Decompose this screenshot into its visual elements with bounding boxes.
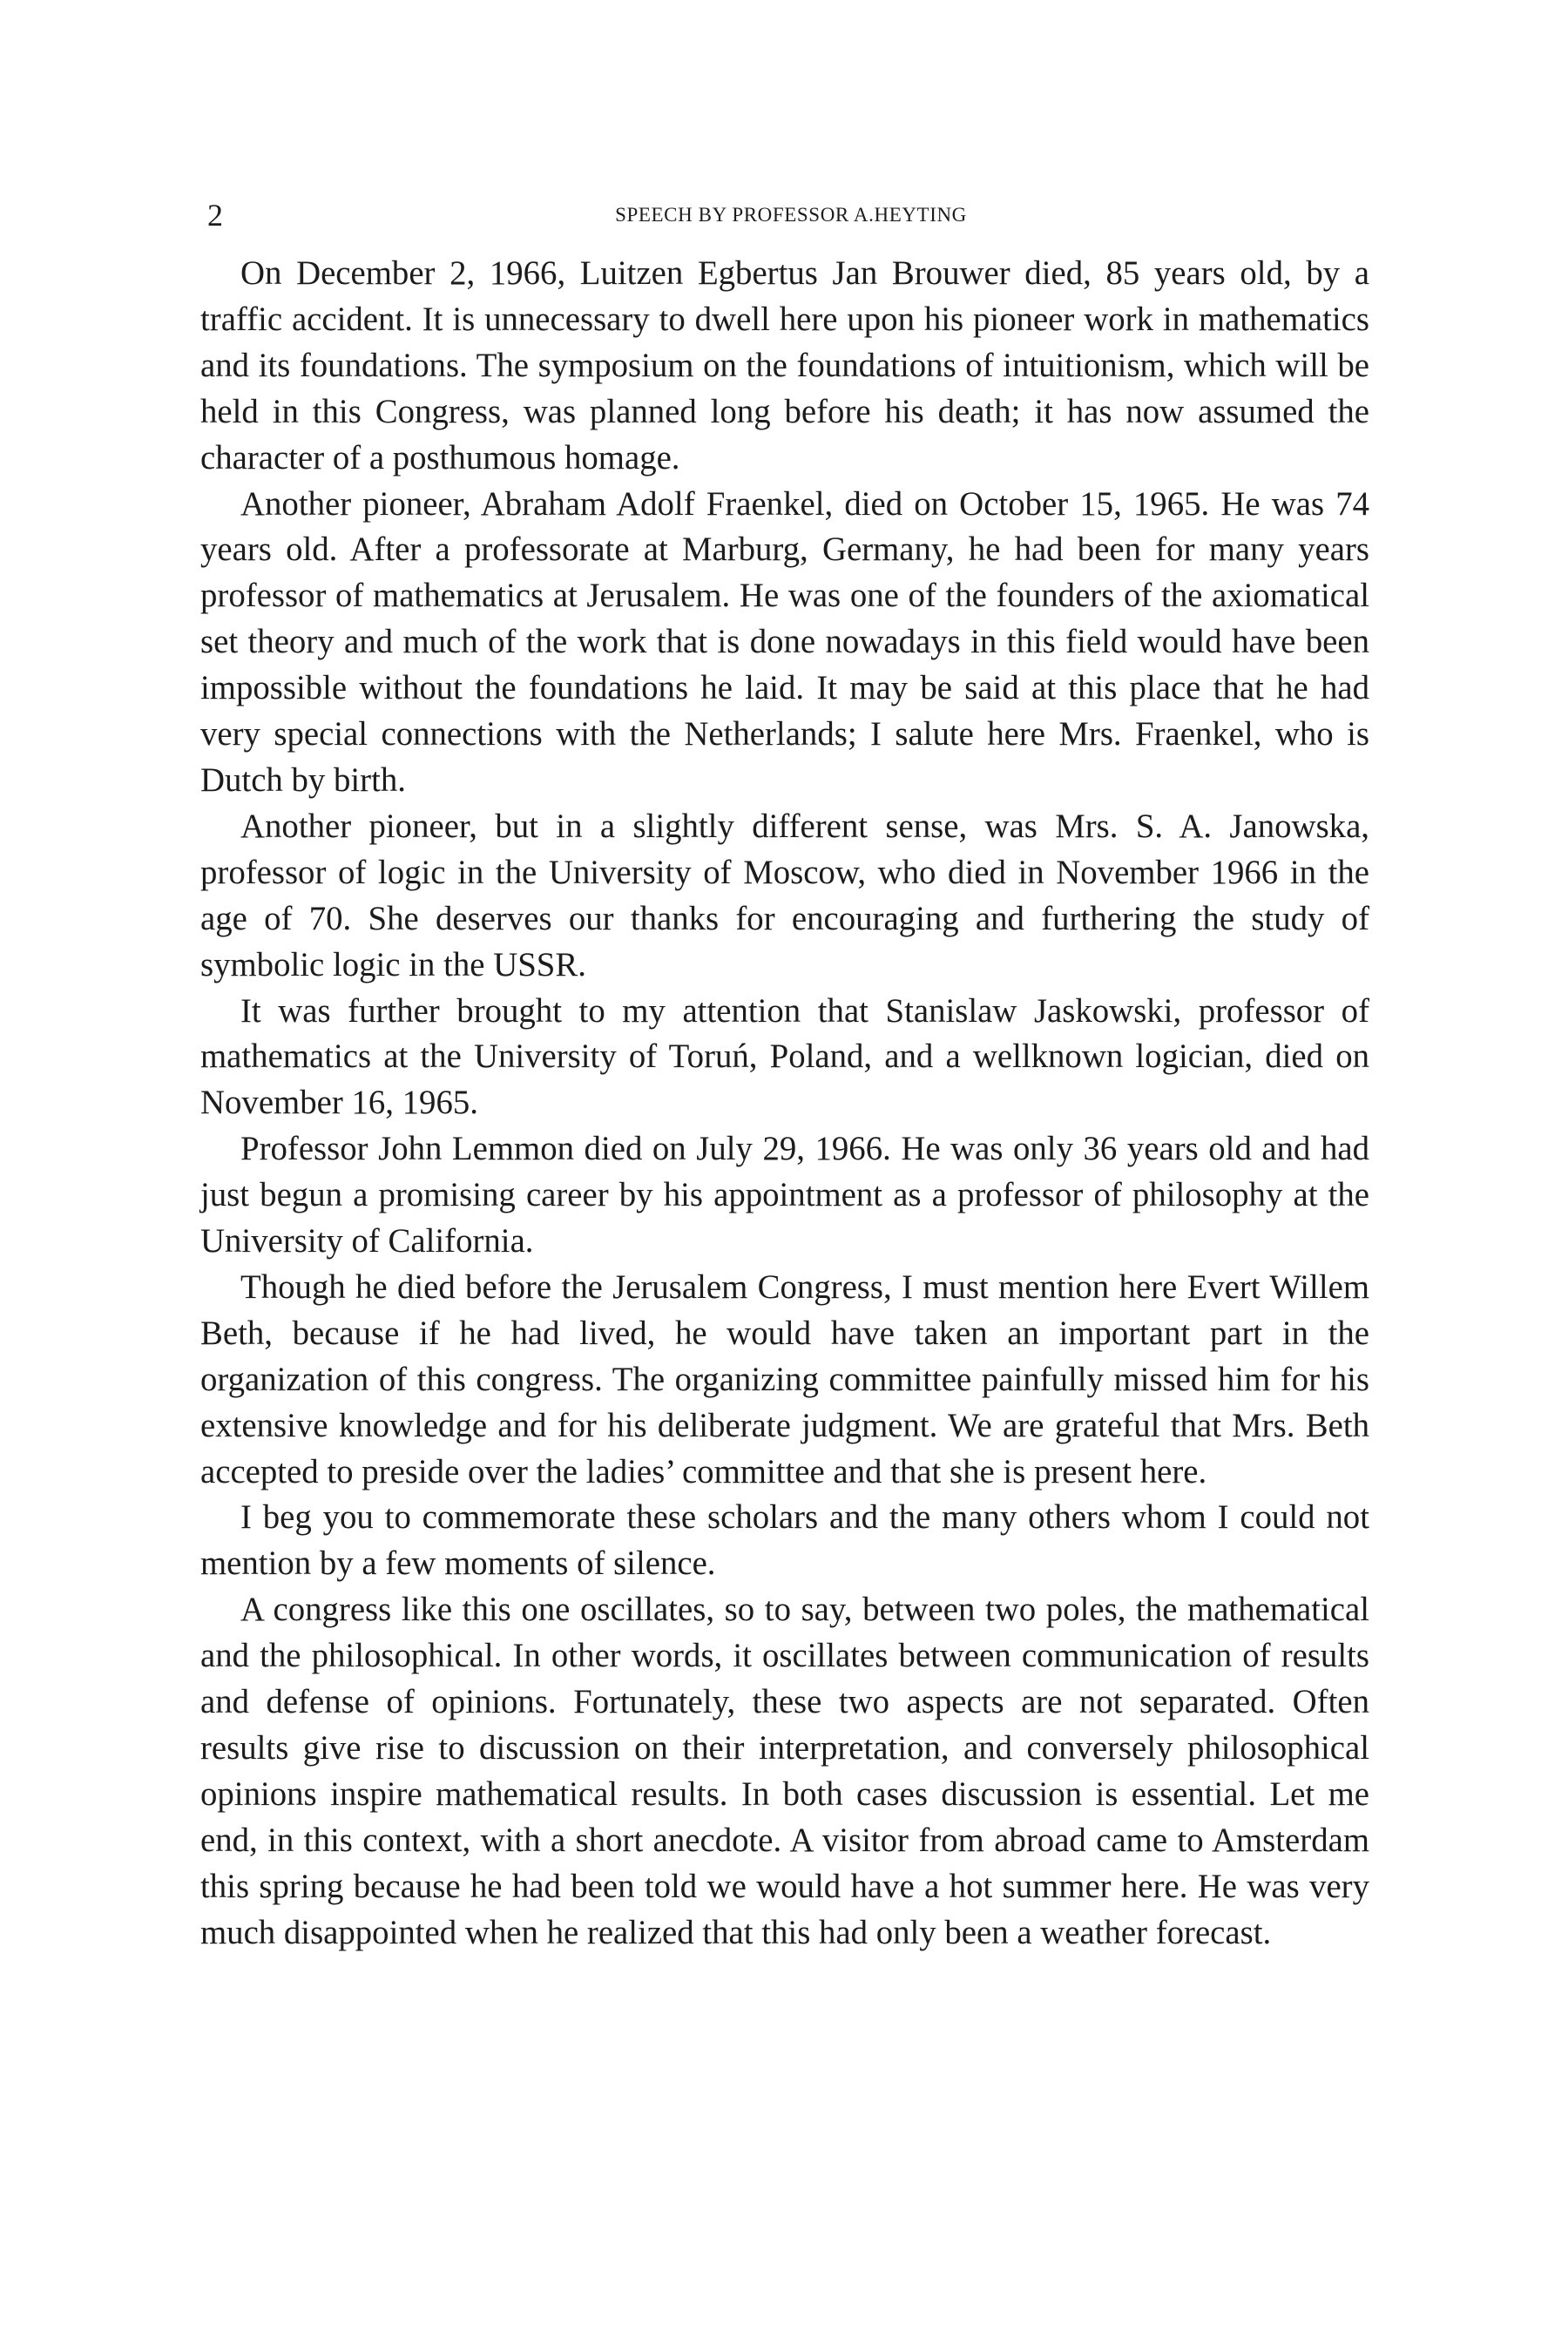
paragraph-janowska: Another pioneer, but in a slightly different sense, was Mrs. S. A. Janowska, professor of logic in the University of Moscow, who died in November 1966 in the age of 70. She deserves our thanks for encouraging and furthering the study of symbolic logic in the USSR. bbox=[200, 807, 1369, 983]
paragraph-lemmon: Professor John Lemmon died on July 29, 1966. He was only 36 years old and had just begun a promising career by his appointment as a professor of philosophy at the University of California. bbox=[200, 1130, 1369, 1260]
paragraph-beth: Though he died before the Jerusalem Congress, I must mention here Evert Willem Beth, because if he had lived, he would have taken an important part in the organization of this congress. The organizing committee painfully missed him for his extensive knowledge and for his deliberate judgment. We are grateful that Mrs. Beth accepted to preside over the ladies’ committee and that she is present here. bbox=[200, 1267, 1369, 1490]
paragraph-silence: I beg you to commemorate these scholars and the many others whom I could not mention by a few moments of silence. bbox=[200, 1498, 1369, 1583]
running-head bbox=[207, 193, 1375, 237]
running-title: SPEECH BY PROFESSOR A.HEYTING bbox=[615, 204, 967, 226]
paragraph-brouwer: On December 2, 1966, Luitzen Egbertus Jan Brouwer died, 85 years old, by a traffic accident. It is unnecessary to dwell here upon his pioneer work in mathematics and its foundations. The symposium on the foundations of intuitionism, which will be held in this Congress, was planned long before his death; it has now assumed the character of a posthumous homage. bbox=[200, 254, 1369, 476]
page-number: 2 bbox=[207, 198, 223, 233]
paragraph-fraenkel: Another pioneer, Abraham Adolf Fraenkel, died on October 15, 1965. He was 74 years old. After a professorate at Marburg, Germany, he had been for many years professor of mathematics at Jerusalem. He was one of the founders of the axiomatical set theory and much of the work that is done nowadays in this field would have been impossible without the foundations he laid. It may be said at this place that he had very special connections with the Netherlands; I salute here Mrs. Fraenkel, who is Dutch by birth. bbox=[200, 484, 1369, 799]
paragraph-congress: A congress like this one oscillates, so to say, between two poles, the mathematical and the philosophical. In other words, it oscillates between communication of results and defense of opinions. Fortunately, these two aspects are not separated. Often results give rise to discussion on their interpretation, and conversely philosophical opinions inspire mathematical results. In both cases discussion is essential. Let me end, in this context, with a short anecdote. A visitor from abroad came to Amsterdam this spring because he had been told we would have a hot summer here. He was very much disappointed when he realized that this had only been a weather forecast. bbox=[200, 1591, 1369, 1951]
paragraph-jaskowski: It was further brought to my attention that Stanislaw Jaskowski, professor of mathematics at the University of Toruń, Poland, and a wellknown logician, died on November 16, 1965. bbox=[200, 991, 1369, 1122]
body-text bbox=[200, 251, 1369, 1957]
